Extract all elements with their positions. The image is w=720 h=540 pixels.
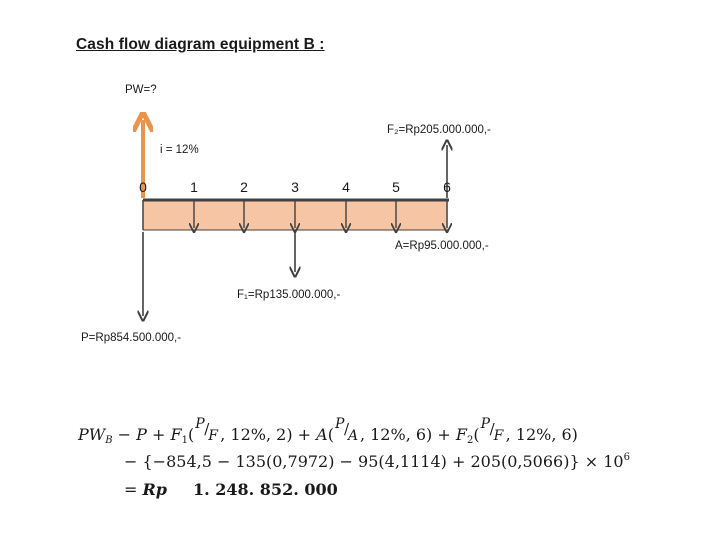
frac3-denominator: F <box>493 428 504 444</box>
pw-subscript: B <box>105 435 113 446</box>
factor-args-3: , 12%, 6) <box>505 425 578 444</box>
f2-subscript: 2 <box>466 435 474 446</box>
equation-line-3 <box>124 480 338 499</box>
frac1-slash: / <box>204 420 210 438</box>
period-label-4: 4 <box>342 179 350 195</box>
equation-line-2 <box>124 452 630 471</box>
a-label: A=Rp95.000.000,- <box>395 240 489 252</box>
p-label: P=Rp854.500.000,- <box>81 332 182 344</box>
frac2-slash: / <box>343 420 350 438</box>
period-label-0: 0 <box>139 179 147 195</box>
f2-label: F₂=Rp205.000.000,- <box>387 124 491 136</box>
eq-operator-minus: − <box>112 425 137 444</box>
f1-subscript: 1 <box>181 435 188 446</box>
factor-args-2: , 12%, 6) <box>359 425 433 444</box>
f2-symbol: F <box>455 425 467 444</box>
eq-operator-plus-2: + <box>292 425 317 444</box>
p-symbol: P <box>136 425 147 444</box>
substitution-expression: − {−854,5 − 135(0,7972) − 95(4,1114) + 205(0,5066)} × 10 <box>124 452 624 471</box>
period-label-6: 6 <box>443 179 451 195</box>
a-symbol: A <box>316 425 328 444</box>
eq-operator-plus-1: + <box>146 425 171 444</box>
result-value: 1. 248. 852. 000 <box>192 480 338 499</box>
paren-open-1: ( <box>187 425 195 444</box>
period-label-3: 3 <box>291 179 299 195</box>
period-label-2: 2 <box>240 179 248 195</box>
paren-open-2: ( <box>327 425 334 444</box>
exponent: 6 <box>623 452 630 463</box>
f1-label: F₁=Rp135.000.000,- <box>237 289 341 301</box>
pw-label: PW=? <box>125 84 157 96</box>
paren-open-3: ( <box>473 425 480 444</box>
factor-p-given-f-2 <box>480 416 506 444</box>
equation-line-1 <box>78 416 578 446</box>
factor-args-1: , 12%, 2) <box>220 425 293 444</box>
eq-operator-plus-3: + <box>432 425 456 444</box>
interest-rate-label: i = 12% <box>160 144 199 156</box>
frac2-denominator: A <box>347 428 359 444</box>
f1-symbol: F <box>170 425 182 444</box>
frac1-numerator: P <box>195 416 205 432</box>
factor-p-given-f-1 <box>194 416 220 444</box>
currency-label: Rp <box>142 480 167 499</box>
period-label-1: 1 <box>190 179 198 195</box>
frac2-numerator: P <box>334 416 345 432</box>
period-label-5: 5 <box>392 179 400 195</box>
frac3-slash: / <box>489 420 495 438</box>
result-equals: = <box>124 480 143 499</box>
factor-p-given-a <box>334 416 360 444</box>
page-title: Cash flow diagram equipment B : <box>76 36 325 53</box>
frac3-numerator: P <box>480 416 491 432</box>
frac1-denominator: F <box>208 428 218 444</box>
pw-symbol: PW <box>78 425 106 444</box>
